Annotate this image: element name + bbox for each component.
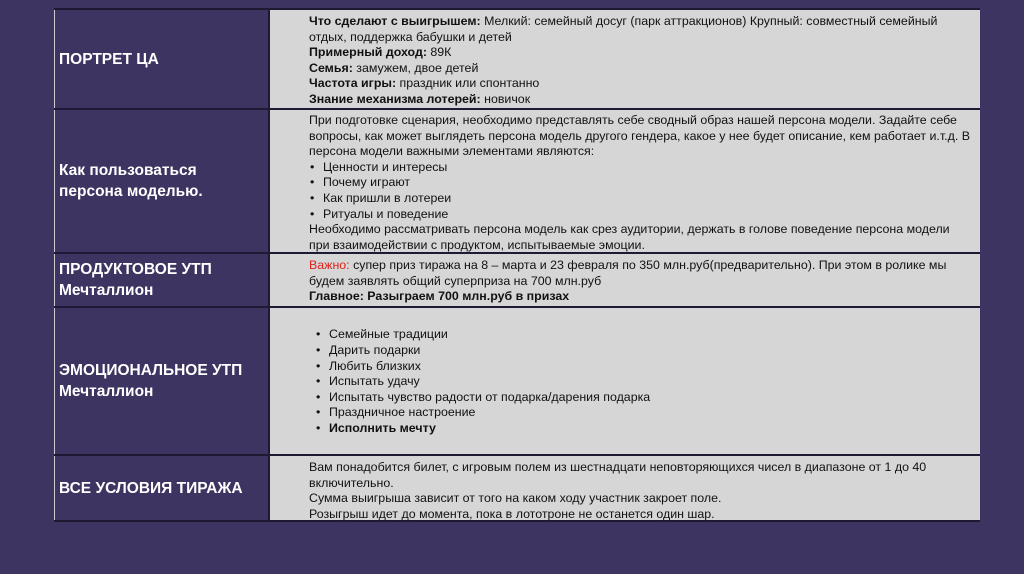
value: Мелкий: семейный досуг (парк аттракционов) Крупный: совместный семейный отдых, поддержка бабушки и детей: [309, 14, 938, 44]
row-conditions: [54, 456, 980, 522]
list-item: • Как пришли в лотереи: [323, 191, 972, 207]
label: Знание механизма лотерей:: [309, 91, 481, 106]
row-portrait: [54, 8, 980, 110]
list-item: • Праздничное настроение: [329, 405, 650, 421]
list-item: • Испытать удачу: [329, 374, 650, 390]
row-title: ПРОДУКТОВОЕ УТП Мечталлион: [54, 254, 270, 306]
label: Что сделают с выигрышем:: [309, 14, 481, 28]
label: Семья:: [309, 60, 353, 75]
row-emotional: [54, 308, 980, 456]
label: Примерный доход:: [309, 45, 427, 60]
row-content: [270, 110, 980, 252]
value: 89К: [426, 45, 452, 60]
row-content: [270, 308, 980, 454]
value: новичок: [480, 91, 531, 106]
main-text: Главное: Разыграем 700 млн.руб в призах: [309, 289, 570, 304]
important-label: Важно:: [309, 258, 350, 272]
list-item: • Ценности и интересы: [323, 160, 972, 176]
bullet-list: [309, 160, 972, 222]
slide-table: [54, 8, 980, 522]
row-product: [54, 254, 980, 308]
row-title: ПОРТРЕТ ЦА: [54, 10, 270, 108]
list-item: • Дарить подарки: [329, 343, 650, 359]
condition-line: Вам понадобится билет, с игровым полем из шестнадцати неповторяющихся чисел в диапазоне от 1 до 40 включительно.: [309, 460, 927, 490]
value: праздник или спонтанно: [396, 76, 540, 91]
row-content: [270, 10, 980, 108]
row-persona: [54, 110, 980, 254]
condition-line: Розыгрыш идет до момента, пока в лототроне не останется один шар.: [309, 506, 715, 521]
list-item: • Почему играют: [323, 175, 972, 191]
bullet-list: [309, 327, 650, 436]
list-item: • Семейные традиции: [329, 327, 650, 343]
important-text: супер приз тиража на 8 – марта и 23 февраля по 350 млн.руб(предварительно). При этом в ролике мы будем заявлять общий суперприза на 700 млн.руб: [309, 258, 947, 288]
row-title: ЭМОЦИОНАЛЬНОЕ УТП Мечталлион: [54, 308, 270, 454]
list-item: • Любить близких: [329, 359, 650, 375]
value: замужем, двое детей: [352, 60, 479, 75]
row-content: [270, 254, 980, 306]
row-content: [270, 456, 980, 520]
list-item: • Испытать чувство радости от подарка/дарения подарка: [329, 390, 650, 406]
list-item: • Ритуалы и поведение: [323, 207, 972, 223]
row-title: Как пользоваться персона моделью.: [54, 110, 270, 252]
row-title: ВСЕ УСЛОВИЯ ТИРАЖА: [54, 456, 270, 520]
label: Частота игры:: [309, 76, 397, 91]
list-item-bold: Исполнить мечту: [329, 420, 436, 435]
list-item: [329, 421, 650, 437]
condition-line: Сумма выигрыша зависит от того на каком ходу участник закроет поле.: [309, 491, 722, 506]
intro-text: При подготовке сценария, необходимо представлять себе сводный образ нашей персона модели. Задайте себе вопросы, как может выглядеть персона модель другого гендера, какое у нее будет описание, кем работает и.т.д. В персона модели важными элементами являются:: [309, 113, 970, 159]
outro-text: Необходимо рассматривать персона модель как срез аудитории, держать в голове поведение персона модели при взаимодействии с продуктом, испытываемые эмоции.: [309, 222, 950, 252]
